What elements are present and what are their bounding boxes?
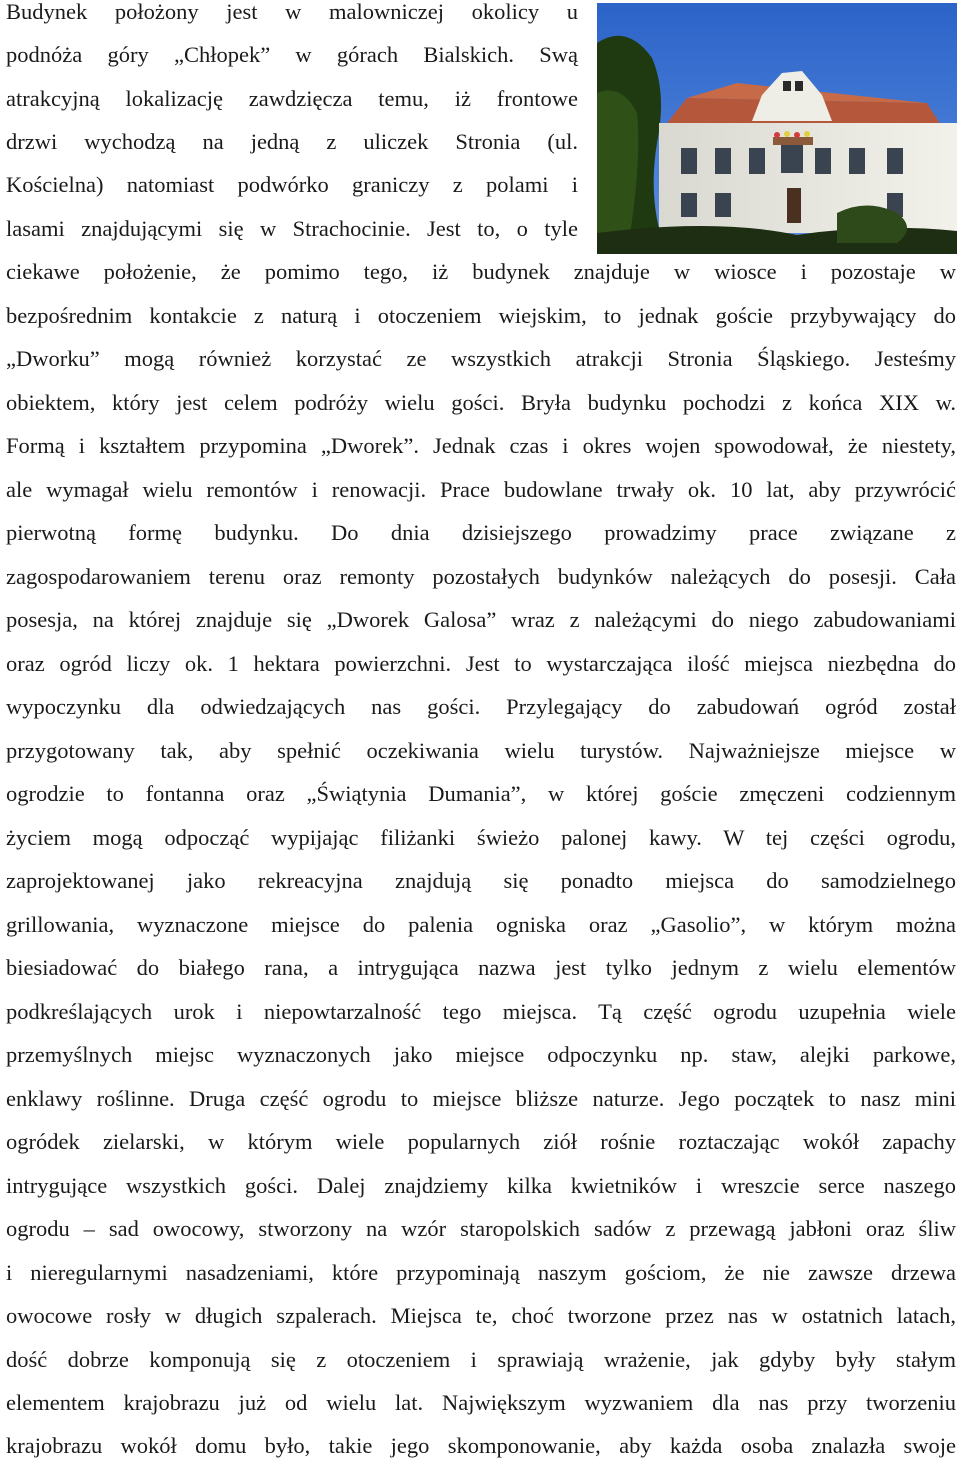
text-line: „Dworku” mogą również korzystać ze wszystkich atrakcji Stronia Śląskiego. Jesteśmy	[6, 346, 956, 371]
text-line: ogródek zielarski, w którym wiele popularnych ziół rośnie roztaczając wokół zapachy	[6, 1129, 956, 1154]
text-line: wypoczynku dla odwiedzających nas gości. Przylegający do zabudowań ogród został	[6, 694, 956, 719]
text-line: lasami znajdującymi się w Strachocinie. Jest to, o tyle	[6, 216, 578, 241]
text-line: ciekawe położenie, że pomimo tego, iż budynek znajduje w wiosce i pozostaje w	[6, 259, 956, 284]
text-line: drzwi wychodzą na jedną z uliczek Stronia (ul.	[6, 129, 578, 154]
text-line: atrakcyjną lokalizację zawdzięcza temu, iż frontowe	[6, 86, 578, 111]
text-line: zaprojektowanej jako rekreacyjna znajdują się ponadto miejsca do samodzielnego	[6, 868, 956, 893]
text-line: enklawy roślinne. Druga część ogrodu to miejsce bliższe naturze. Jego początek to nasz mini	[6, 1086, 956, 1111]
text-line: zagospodarowaniem terenu oraz remonty pozostałych budynków należących do posesji. Cała	[6, 564, 956, 589]
text-line: intrygujące wszystkich gości. Dalej znajdziemy kilka kwietników i wreszcie serce naszego	[6, 1173, 956, 1198]
text-line: życiem mogą odpocząć wypijając filiżanki świeżo palonej kawy. W tej części ogrodu,	[6, 825, 956, 850]
text-line: bezpośrednim kontakcie z naturą i otoczeniem wiejskim, to jednak goście przybywający do	[6, 303, 956, 328]
text-line: grillowania, wyznaczone miejsce do palenia ogniska oraz „Gasolio”, w którym można	[6, 912, 956, 937]
text-line: owocowe rosły w długich szpalerach. Miejsca te, choć tworzone przez nas w ostatnich latach,	[6, 1303, 956, 1328]
building-photo	[597, 3, 957, 254]
text-line: Budynek położony jest w malowniczej okolicy u	[6, 0, 578, 24]
text-line: posesja, na której znajduje się „Dworek Galosa” wraz z należącymi do niego zabudowaniami	[6, 607, 956, 632]
text-line: dość dobrze komponują się z otoczeniem i sprawiają wrażenie, jak gdyby były stałym	[6, 1347, 956, 1372]
text-line: Formą i kształtem przypomina „Dworek”. Jednak czas i okres wojen spowodował, że niestety,	[6, 433, 956, 458]
text-line: obiektem, który jest celem podróży wielu gości. Bryła budynku pochodzi z końca XIX w.	[6, 390, 956, 415]
text-line: oraz ogród liczy ok. 1 hektara powierzchni. Jest to wystarczająca ilość miejsca niezbędna do	[6, 651, 956, 676]
text-line: podkreślających urok i niepowtarzalność tego miejsca. Tą część ogrodu uzupełnia wiele	[6, 999, 956, 1024]
text-line: krajobrazu wokół domu było, takie jego skomponowanie, aby każda osoba znalazła swoje	[6, 1433, 956, 1458]
text-line: ale wymagał wielu remontów i renowacji. Prace budowlane trwały ok. 10 lat, aby przywrócić	[6, 477, 956, 502]
text-line: elementem krajobrazu już od wielu lat. Największym wyzwaniem dla nas przy tworzeniu	[6, 1390, 956, 1415]
text-line: i nieregularnymi nasadzeniami, które przypominają naszym gościom, że nie zawsze drzewa	[6, 1260, 956, 1285]
text-line: biesiadować do białego rana, a intrygująca nazwa jest tylko jednym z wielu elementów	[6, 955, 956, 980]
text-line: pierwotną formę budynku. Do dnia dzisiejszego prowadzimy prace związane z	[6, 520, 956, 545]
text-line: przemyślnych miejsc wyznaczonych jako miejsce odpoczynku np. staw, alejki parkowe,	[6, 1042, 956, 1067]
text-line: ogrodu – sad owocowy, stworzony na wzór staropolskich sadów z przewagą jabłoni oraz śliw	[6, 1216, 956, 1241]
text-line: podnóża góry „Chłopek” w górach Bialskich. Swą	[6, 42, 578, 67]
text-line: ogrodzie to fontanna oraz „Świątynia Dumania”, w której goście zmęczeni codziennym	[6, 781, 956, 806]
text-line: Kościelna) natomiast podwórko graniczy z polami i	[6, 172, 578, 197]
text-line: przygotowany tak, aby spełnić oczekiwania wielu turystów. Najważniejsze miejsce w	[6, 738, 956, 763]
